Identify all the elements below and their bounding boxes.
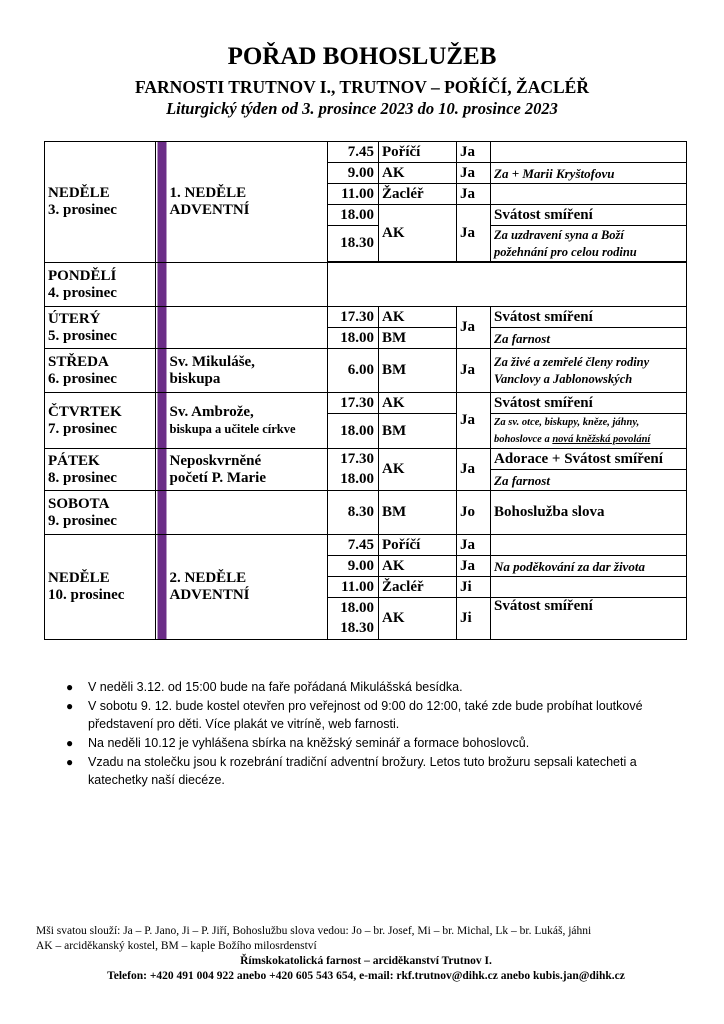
empty-cell (328, 263, 687, 307)
day-cell: NEDĚLE 10. prosinec (45, 535, 156, 640)
table-row (45, 349, 687, 393)
feast-cell (167, 307, 328, 349)
time-cell: 9.00 (328, 163, 379, 184)
priest-cell: Ja (457, 556, 491, 577)
advent-stripe (156, 393, 167, 449)
day-cell: ČTVRTEK 7. prosinec (45, 393, 156, 449)
day-cell: SOBOTA 9. prosinec (45, 491, 156, 535)
time-cell: 7.45 (328, 535, 379, 556)
intention-cell (491, 184, 687, 205)
intention-cell: Za sv. otce, biskupy, kněze, jáhny, bohoslovce a nová kněžská povolání (491, 414, 687, 449)
place-cell: BM (379, 414, 457, 449)
liturgical-week: Liturgický týden od 3. prosince 2023 do 10. prosince 2023 (166, 99, 558, 118)
place-cell: AK (379, 449, 457, 491)
intention-cell: Za živé a zemřelé členy rodiny Vanclovy a Jablonowských (491, 349, 687, 393)
priest-cell: Ja (457, 349, 491, 393)
advent-stripe (156, 263, 167, 307)
priest-cell: Ja (457, 142, 491, 163)
footer-contact: Telefon: +420 491 004 922 anebo +420 605 543 654, e-mail: rkf.trutnov@dihk.cz anebo kubis.jan@dihk.cz (107, 970, 625, 982)
priest-cell: Ji (457, 577, 491, 598)
time-cell: 9.00 (328, 556, 379, 577)
place-cell: BM (379, 349, 457, 393)
place-cell: BM (379, 491, 457, 535)
note-cell: Svátost smíření (491, 393, 687, 414)
intention-cell: Za uzdravení syna a Boží požehnání pro celou rodinu (491, 226, 687, 262)
advent-stripe (156, 449, 167, 491)
note-cell: Adorace + Svátost smíření (491, 449, 687, 470)
place-cell: Žacléř (379, 184, 457, 205)
intention-cell: Za + Marii Kryštofovu (491, 163, 687, 184)
priest-cell: Ja (457, 163, 491, 184)
intention-cell: Za farnost (491, 328, 687, 349)
bullet-icon: ● (66, 699, 74, 713)
place-cell: AK (379, 598, 457, 640)
place-cell: AK (379, 393, 457, 414)
announcements-list (62, 678, 692, 790)
schedule-table (44, 141, 687, 640)
note-cell: Svátost smíření (491, 598, 687, 640)
feast-cell: Sv. Ambrože, biskupa a učitele církve (167, 393, 328, 449)
advent-stripe (156, 307, 167, 349)
time-cell: 18.00 (328, 205, 379, 226)
note-cell: Svátost smíření (491, 205, 687, 226)
time-cell: 7.45 (328, 142, 379, 163)
day-cell: ÚTERÝ 5. prosinec (45, 307, 156, 349)
time-cell: 18.00 (328, 598, 379, 619)
priest-cell: Jo (457, 491, 491, 535)
time-cell: 18.30 (328, 226, 379, 262)
list-item: ● Na neděli 10.12 je vyhlášena sbírka na kněžský seminář a formace bohoslovců. (66, 736, 530, 750)
place-cell: AK (379, 307, 457, 328)
priest-cell: Ja (457, 535, 491, 556)
place-cell: AK (379, 205, 457, 262)
time-cell: 17.30 (328, 449, 379, 470)
intention-cell (491, 535, 687, 556)
feast-cell (167, 491, 328, 535)
day-cell: NEDĚLE 3. prosinec (45, 142, 156, 263)
intention-cell (491, 142, 687, 163)
time-cell: 18.00 (328, 414, 379, 449)
footer-legend-priests: Mši svatou slouží: Ja – P. Jano, Ji – P. Jiří, Bohoslužbu slova vedou: Jo – br. Josef, Mi – br. Michal, Lk – br. Lukáš, jáhni (36, 925, 592, 937)
feast-cell: 1. NEDĚLE ADVENTNÍ (167, 142, 328, 263)
advent-stripe (156, 142, 167, 263)
table-row (45, 307, 687, 328)
time-cell: 18.30 (328, 619, 379, 640)
intention-cell: Za farnost (491, 470, 687, 491)
list-item: ● Vzadu na stolečku jsou k rozebrání tradiční adventní brožury. Letos tuto brožuru sepsali katecheti a katechetky naší diecéze. (66, 755, 637, 787)
page-title: POŘAD BOHOSLUŽEB (227, 43, 497, 70)
day-cell: PÁTEK 8. prosinec (45, 449, 156, 491)
place-cell: BM (379, 328, 457, 349)
feast-cell: Neposkvrněné početí P. Marie (167, 449, 328, 491)
time-cell: 18.00 (328, 470, 379, 491)
footer-parish: Římskokatolická farnost – arciděkanství Trutnov I. (240, 955, 492, 967)
place-cell: Žacléř (379, 577, 457, 598)
priest-cell: Ja (457, 205, 491, 262)
list-item: ● V sobotu 9. 12. bude kostel otevřen pro veřejnost od 9:00 do 12:00, také zde bude probíhat loutkové představení pro děti. Více plakát ve vitríně, web farnosti. (66, 699, 643, 731)
advent-stripe (156, 349, 167, 393)
table-row (45, 142, 687, 163)
time-cell: 8.30 (328, 491, 379, 535)
bullet-icon: ● (66, 736, 74, 750)
list-item: ● V neděli 3.12. od 15:00 bude na faře pořádaná Mikulášská besídka. (66, 680, 463, 694)
time-cell: 11.00 (328, 577, 379, 598)
feast-cell: Sv. Mikuláše, biskupa (167, 349, 328, 393)
bullet-icon: ● (66, 680, 74, 694)
priest-cell: Ja (457, 393, 491, 449)
day-cell: STŘEDA 6. prosinec (45, 349, 156, 393)
time-cell: 17.30 (328, 307, 379, 328)
day-cell: PONDĚLÍ 4. prosinec (45, 263, 156, 307)
footer-legend-places: AK – arciděkanský kostel, BM – kaple Božího milosrdenství (36, 940, 317, 952)
bullet-icon: ● (66, 755, 74, 769)
feast-cell (167, 263, 328, 307)
place-cell: Poříčí (379, 535, 457, 556)
parish-subtitle: FARNOSTI TRUTNOV I., TRUTNOV – POŘÍČÍ, ŽACLÉŘ (135, 77, 589, 97)
table-row (45, 263, 687, 307)
priest-cell: Ji (457, 598, 491, 640)
time-cell: 11.00 (328, 184, 379, 205)
priest-cell: Ja (457, 184, 491, 205)
time-cell: 18.00 (328, 328, 379, 349)
priest-cell: Ja (457, 307, 491, 349)
advent-stripe (156, 491, 167, 535)
feast-cell: 2. NEDĚLE ADVENTNÍ (167, 535, 328, 640)
advent-stripe (156, 535, 167, 640)
table-row (45, 535, 687, 556)
time-cell: 6.00 (328, 349, 379, 393)
intention-cell: Na poděkování za dar života (491, 556, 687, 577)
place-cell: AK (379, 556, 457, 577)
note-cell: Svátost smíření (491, 307, 687, 328)
table-row (45, 393, 687, 414)
table-row (45, 449, 687, 470)
footer (36, 924, 696, 984)
priest-cell: Ja (457, 449, 491, 491)
place-cell: Poříčí (379, 142, 457, 163)
note-cell: Bohoslužba slova (491, 491, 687, 535)
place-cell: AK (379, 163, 457, 184)
table-row (45, 491, 687, 535)
intention-cell (491, 577, 687, 598)
time-cell: 17.30 (328, 393, 379, 414)
